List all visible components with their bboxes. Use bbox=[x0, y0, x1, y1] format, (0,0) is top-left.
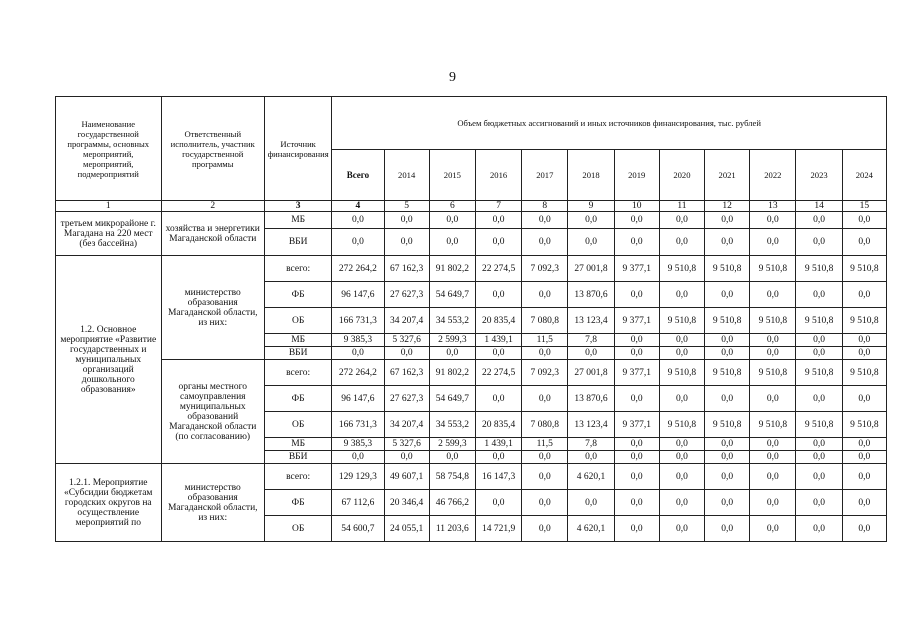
value-cell: 0,0 bbox=[705, 386, 750, 412]
funding-source: ФБ bbox=[264, 490, 331, 516]
value-cell: 7 080,8 bbox=[522, 412, 568, 438]
value-cell: 9 510,8 bbox=[659, 256, 704, 282]
value-cell: 0,0 bbox=[750, 490, 796, 516]
value-cell: 9 510,8 bbox=[796, 256, 842, 282]
value-cell: 0,0 bbox=[614, 464, 659, 490]
value-cell: 0,0 bbox=[659, 212, 704, 229]
funding-source: ФБ bbox=[264, 282, 331, 308]
column-number: 15 bbox=[842, 201, 886, 212]
value-cell: 24 055,1 bbox=[384, 516, 429, 542]
value-cell: 0,0 bbox=[475, 451, 521, 464]
value-cell: 0,0 bbox=[614, 438, 659, 451]
value-cell: 0,0 bbox=[842, 386, 886, 412]
value-cell: 34 553,2 bbox=[429, 412, 475, 438]
header-year: 2019 bbox=[614, 150, 659, 201]
value-total: 96 147,6 bbox=[332, 282, 384, 308]
header-volume: Объем бюджетных ассигнований и иных источников финансирования, тыс. рублей bbox=[332, 97, 887, 150]
value-cell: 27 627,3 bbox=[384, 386, 429, 412]
table-row bbox=[56, 212, 887, 229]
value-cell: 22 274,5 bbox=[475, 256, 521, 282]
funding-source: всего: bbox=[264, 360, 331, 386]
column-number: 2 bbox=[161, 201, 264, 212]
value-cell: 0,0 bbox=[750, 229, 796, 256]
value-cell: 0,0 bbox=[429, 229, 475, 256]
value-cell: 0,0 bbox=[796, 451, 842, 464]
funding-source: всего: bbox=[264, 256, 331, 282]
value-cell: 7 092,3 bbox=[522, 256, 568, 282]
header-responsible: Ответственный исполнитель, участник государственной программы bbox=[161, 97, 264, 201]
column-number: 5 bbox=[384, 201, 429, 212]
funding-source: всего: bbox=[264, 464, 331, 490]
value-cell: 0,0 bbox=[614, 347, 659, 360]
column-number: 4 bbox=[332, 201, 384, 212]
value-cell: 0,0 bbox=[475, 347, 521, 360]
value-cell: 0,0 bbox=[659, 386, 704, 412]
value-cell: 0,0 bbox=[705, 464, 750, 490]
value-cell: 4 620,1 bbox=[568, 516, 614, 542]
value-cell: 0,0 bbox=[475, 212, 521, 229]
value-cell: 0,0 bbox=[614, 334, 659, 347]
value-cell: 0,0 bbox=[384, 347, 429, 360]
value-cell: 0,0 bbox=[614, 490, 659, 516]
value-cell: 0,0 bbox=[750, 386, 796, 412]
value-cell: 13 123,4 bbox=[568, 308, 614, 334]
value-cell: 0,0 bbox=[842, 438, 886, 451]
value-cell: 11,5 bbox=[522, 438, 568, 451]
value-total: 67 112,6 bbox=[332, 490, 384, 516]
value-cell: 0,0 bbox=[568, 229, 614, 256]
value-cell: 0,0 bbox=[522, 451, 568, 464]
value-cell: 0,0 bbox=[614, 516, 659, 542]
value-cell: 20 835,4 bbox=[475, 412, 521, 438]
funding-source: ФБ bbox=[264, 386, 331, 412]
value-cell: 0,0 bbox=[475, 229, 521, 256]
value-total: 0,0 bbox=[332, 347, 384, 360]
value-cell: 0,0 bbox=[522, 516, 568, 542]
header-year: 2016 bbox=[475, 150, 521, 201]
header-year-total: Всего bbox=[332, 150, 384, 201]
header-year: 2023 bbox=[796, 150, 842, 201]
header-row bbox=[56, 97, 887, 150]
table-row bbox=[56, 256, 887, 282]
value-cell: 2 599,3 bbox=[429, 438, 475, 451]
value-cell: 0,0 bbox=[659, 334, 704, 347]
value-cell: 0,0 bbox=[705, 334, 750, 347]
value-cell: 0,0 bbox=[475, 386, 521, 412]
header-year: 2017 bbox=[522, 150, 568, 201]
value-total: 272 264,2 bbox=[332, 360, 384, 386]
header-year: 2020 bbox=[659, 150, 704, 201]
value-cell: 0,0 bbox=[796, 438, 842, 451]
value-cell: 34 553,2 bbox=[429, 308, 475, 334]
value-cell: 46 766,2 bbox=[429, 490, 475, 516]
value-cell: 0,0 bbox=[659, 464, 704, 490]
value-cell: 9 510,8 bbox=[796, 412, 842, 438]
value-cell: 0,0 bbox=[842, 451, 886, 464]
value-cell: 0,0 bbox=[522, 386, 568, 412]
value-cell: 0,0 bbox=[750, 516, 796, 542]
responsible-executor: министерство образования Магаданской области, из них: bbox=[161, 464, 264, 542]
column-number: 3 bbox=[264, 201, 331, 212]
column-number: 1 bbox=[56, 201, 162, 212]
header-year: 2021 bbox=[705, 150, 750, 201]
value-total: 9 385,3 bbox=[332, 334, 384, 347]
value-cell: 0,0 bbox=[659, 229, 704, 256]
value-cell: 13 870,6 bbox=[568, 282, 614, 308]
value-cell: 0,0 bbox=[659, 347, 704, 360]
column-number: 8 bbox=[522, 201, 568, 212]
column-number: 9 bbox=[568, 201, 614, 212]
value-cell: 0,0 bbox=[614, 229, 659, 256]
value-cell: 0,0 bbox=[705, 490, 750, 516]
value-cell: 0,0 bbox=[796, 490, 842, 516]
funding-source: ВБИ bbox=[264, 451, 331, 464]
value-cell: 54 649,7 bbox=[429, 282, 475, 308]
value-cell: 0,0 bbox=[659, 438, 704, 451]
value-cell: 0,0 bbox=[842, 212, 886, 229]
value-cell: 27 627,3 bbox=[384, 282, 429, 308]
value-cell: 0,0 bbox=[796, 386, 842, 412]
value-cell: 0,0 bbox=[796, 282, 842, 308]
value-cell: 0,0 bbox=[842, 464, 886, 490]
value-cell: 0,0 bbox=[796, 464, 842, 490]
value-cell: 0,0 bbox=[705, 212, 750, 229]
value-total: 272 264,2 bbox=[332, 256, 384, 282]
value-cell: 91 802,2 bbox=[429, 360, 475, 386]
value-cell: 0,0 bbox=[796, 229, 842, 256]
value-cell: 0,0 bbox=[705, 229, 750, 256]
value-cell: 0,0 bbox=[659, 490, 704, 516]
value-cell: 67 162,3 bbox=[384, 360, 429, 386]
value-cell: 0,0 bbox=[659, 516, 704, 542]
value-cell: 27 001,8 bbox=[568, 256, 614, 282]
value-cell: 0,0 bbox=[384, 229, 429, 256]
value-cell: 0,0 bbox=[796, 516, 842, 542]
value-cell: 0,0 bbox=[614, 212, 659, 229]
value-cell: 9 510,8 bbox=[842, 308, 886, 334]
value-cell: 9 377,1 bbox=[614, 360, 659, 386]
value-cell: 0,0 bbox=[475, 490, 521, 516]
value-cell: 0,0 bbox=[705, 516, 750, 542]
responsible-executor: органы местного самоуправления муниципальных образований Магаданской области (по согласованию) bbox=[161, 360, 264, 464]
value-cell: 9 510,8 bbox=[705, 412, 750, 438]
header-year: 2024 bbox=[842, 150, 886, 201]
value-cell: 0,0 bbox=[568, 490, 614, 516]
value-cell: 9 377,1 bbox=[614, 308, 659, 334]
value-cell: 34 207,4 bbox=[384, 412, 429, 438]
table-row bbox=[56, 360, 887, 386]
value-cell: 5 327,6 bbox=[384, 438, 429, 451]
header-year: 2018 bbox=[568, 150, 614, 201]
value-cell: 9 377,1 bbox=[614, 412, 659, 438]
value-cell: 9 510,8 bbox=[659, 308, 704, 334]
value-cell: 0,0 bbox=[705, 438, 750, 451]
value-cell: 0,0 bbox=[842, 334, 886, 347]
funding-source: ОБ bbox=[264, 308, 331, 334]
value-cell: 20 346,4 bbox=[384, 490, 429, 516]
value-cell: 0,0 bbox=[614, 282, 659, 308]
column-number: 7 bbox=[475, 201, 521, 212]
value-cell: 0,0 bbox=[568, 347, 614, 360]
value-cell: 13 123,4 bbox=[568, 412, 614, 438]
header-year: 2014 bbox=[384, 150, 429, 201]
value-cell: 0,0 bbox=[750, 334, 796, 347]
value-cell: 4 620,1 bbox=[568, 464, 614, 490]
value-cell: 0,0 bbox=[842, 516, 886, 542]
value-cell: 0,0 bbox=[429, 347, 475, 360]
value-total: 0,0 bbox=[332, 451, 384, 464]
value-cell: 0,0 bbox=[659, 451, 704, 464]
column-number: 11 bbox=[659, 201, 704, 212]
value-cell: 0,0 bbox=[842, 282, 886, 308]
value-cell: 9 510,8 bbox=[796, 308, 842, 334]
value-cell: 0,0 bbox=[796, 212, 842, 229]
column-number: 13 bbox=[750, 201, 796, 212]
value-cell: 9 510,8 bbox=[705, 256, 750, 282]
measure-name: 1.2. Основное мероприятие «Развитие государственных и муниципальных организаций дошкольного образования» bbox=[56, 256, 162, 464]
page-number: 9 bbox=[449, 70, 456, 85]
value-cell: 9 510,8 bbox=[659, 412, 704, 438]
value-cell: 7 080,8 bbox=[522, 308, 568, 334]
funding-source: МБ bbox=[264, 334, 331, 347]
value-cell: 0,0 bbox=[522, 229, 568, 256]
value-cell: 0,0 bbox=[750, 282, 796, 308]
value-cell: 0,0 bbox=[842, 347, 886, 360]
value-cell: 34 207,4 bbox=[384, 308, 429, 334]
value-cell: 0,0 bbox=[842, 490, 886, 516]
value-cell: 0,0 bbox=[522, 282, 568, 308]
value-cell: 0,0 bbox=[568, 212, 614, 229]
value-cell: 20 835,4 bbox=[475, 308, 521, 334]
value-cell: 0,0 bbox=[705, 282, 750, 308]
value-cell: 0,0 bbox=[750, 464, 796, 490]
value-cell: 0,0 bbox=[475, 282, 521, 308]
value-cell: 9 510,8 bbox=[796, 360, 842, 386]
column-number: 6 bbox=[429, 201, 475, 212]
column-numbers-row bbox=[56, 201, 887, 212]
value-cell: 0,0 bbox=[705, 451, 750, 464]
value-total: 0,0 bbox=[332, 229, 384, 256]
value-cell: 54 649,7 bbox=[429, 386, 475, 412]
value-cell: 0,0 bbox=[614, 451, 659, 464]
value-total: 54 600,7 bbox=[332, 516, 384, 542]
value-cell: 1 439,1 bbox=[475, 334, 521, 347]
measure-name: третьем микрорайоне г. Магадана на 220 мест (без бассейна) bbox=[56, 212, 162, 256]
value-cell: 9 510,8 bbox=[842, 412, 886, 438]
value-cell: 0,0 bbox=[522, 464, 568, 490]
column-number: 14 bbox=[796, 201, 842, 212]
value-cell: 91 802,2 bbox=[429, 256, 475, 282]
value-cell: 7,8 bbox=[568, 334, 614, 347]
value-total: 129 129,3 bbox=[332, 464, 384, 490]
value-cell: 0,0 bbox=[614, 386, 659, 412]
value-cell: 13 870,6 bbox=[568, 386, 614, 412]
value-cell: 58 754,8 bbox=[429, 464, 475, 490]
value-cell: 7,8 bbox=[568, 438, 614, 451]
value-cell: 9 510,8 bbox=[659, 360, 704, 386]
value-cell: 16 147,3 bbox=[475, 464, 521, 490]
value-cell: 0,0 bbox=[384, 451, 429, 464]
header-name: Наименование государственной программы, основных мероприятий, мероприятий, подмероприятий bbox=[56, 97, 162, 201]
responsible-executor: министерство образования Магаданской области, из них: bbox=[161, 256, 264, 360]
value-cell: 27 001,8 bbox=[568, 360, 614, 386]
value-cell: 0,0 bbox=[568, 451, 614, 464]
financing-table bbox=[55, 96, 887, 542]
funding-source: МБ bbox=[264, 212, 331, 229]
measure-name: 1.2.1. Мероприятие «Субсидии бюджетам городских округов на осуществление мероприятий по bbox=[56, 464, 162, 542]
value-cell: 0,0 bbox=[750, 438, 796, 451]
responsible-executor: хозяйства и энергетики Магаданской области bbox=[161, 212, 264, 256]
value-cell: 0,0 bbox=[750, 451, 796, 464]
value-cell: 9 510,8 bbox=[842, 256, 886, 282]
value-total: 166 731,3 bbox=[332, 308, 384, 334]
value-cell: 0,0 bbox=[750, 212, 796, 229]
value-total: 0,0 bbox=[332, 212, 384, 229]
header-source: Источник финансирования bbox=[264, 97, 331, 201]
value-cell: 67 162,3 bbox=[384, 256, 429, 282]
funding-source: ОБ bbox=[264, 516, 331, 542]
value-cell: 0,0 bbox=[522, 347, 568, 360]
value-cell: 9 510,8 bbox=[750, 360, 796, 386]
value-cell: 2 599,3 bbox=[429, 334, 475, 347]
value-cell: 9 510,8 bbox=[705, 308, 750, 334]
value-cell: 0,0 bbox=[522, 212, 568, 229]
column-number: 12 bbox=[705, 201, 750, 212]
value-cell: 0,0 bbox=[522, 490, 568, 516]
value-cell: 1 439,1 bbox=[475, 438, 521, 451]
value-cell: 11 203,6 bbox=[429, 516, 475, 542]
table-row bbox=[56, 464, 887, 490]
value-cell: 9 377,1 bbox=[614, 256, 659, 282]
value-cell: 14 721,9 bbox=[475, 516, 521, 542]
value-cell: 49 607,1 bbox=[384, 464, 429, 490]
value-cell: 22 274,5 bbox=[475, 360, 521, 386]
header-year: 2015 bbox=[429, 150, 475, 201]
value-cell: 9 510,8 bbox=[705, 360, 750, 386]
value-cell: 9 510,8 bbox=[750, 256, 796, 282]
value-cell: 9 510,8 bbox=[750, 308, 796, 334]
value-total: 96 147,6 bbox=[332, 386, 384, 412]
value-cell: 0,0 bbox=[705, 347, 750, 360]
value-cell: 0,0 bbox=[659, 282, 704, 308]
funding-source: МБ bbox=[264, 438, 331, 451]
value-cell: 7 092,3 bbox=[522, 360, 568, 386]
value-cell: 5 327,6 bbox=[384, 334, 429, 347]
value-cell: 9 510,8 bbox=[842, 360, 886, 386]
funding-source: ВБИ bbox=[264, 229, 331, 256]
value-total: 9 385,3 bbox=[332, 438, 384, 451]
value-cell: 11,5 bbox=[522, 334, 568, 347]
header-year: 2022 bbox=[750, 150, 796, 201]
funding-source: ОБ bbox=[264, 412, 331, 438]
column-number: 10 bbox=[614, 201, 659, 212]
value-cell: 0,0 bbox=[429, 451, 475, 464]
value-cell: 0,0 bbox=[384, 212, 429, 229]
value-cell: 9 510,8 bbox=[750, 412, 796, 438]
value-cell: 0,0 bbox=[842, 229, 886, 256]
value-cell: 0,0 bbox=[429, 212, 475, 229]
value-cell: 0,0 bbox=[796, 347, 842, 360]
value-total: 166 731,3 bbox=[332, 412, 384, 438]
value-cell: 0,0 bbox=[796, 334, 842, 347]
funding-source: ВБИ bbox=[264, 347, 331, 360]
value-cell: 0,0 bbox=[750, 347, 796, 360]
